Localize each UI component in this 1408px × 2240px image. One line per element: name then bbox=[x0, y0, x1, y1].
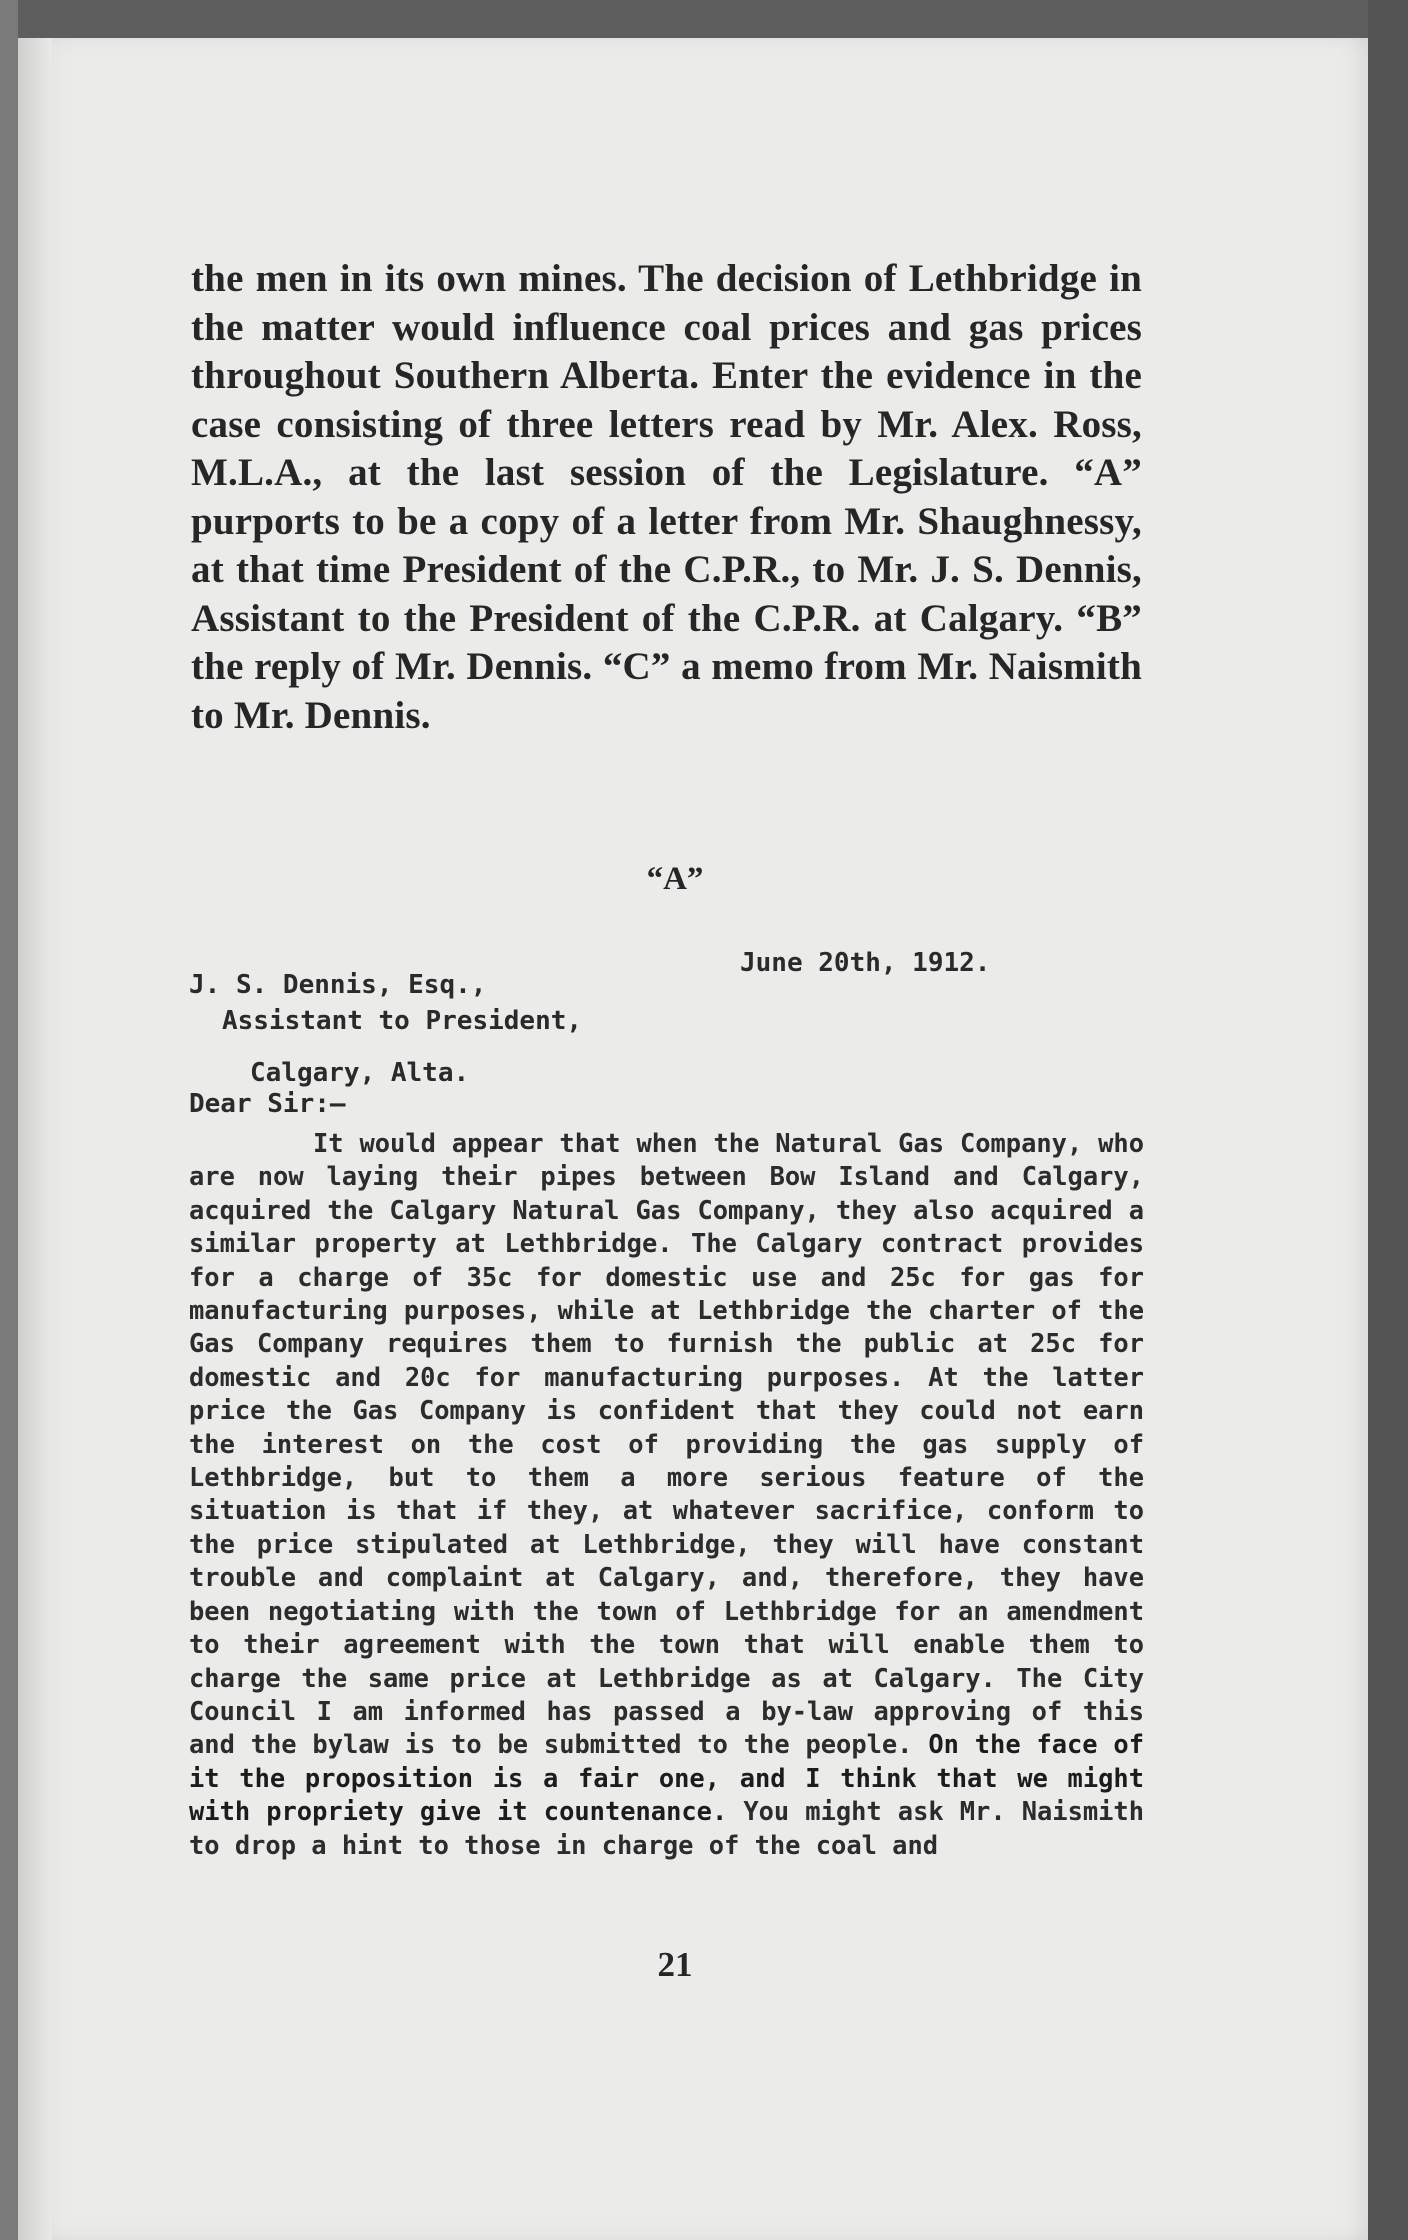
addressee-title: Assistant to President, bbox=[222, 1006, 583, 1036]
scan-border-left bbox=[0, 0, 18, 2240]
letter-text-part2: You might ask Mr. Naismith to drop a hint to those in charge of the coal and bbox=[189, 1796, 1145, 1860]
body-paragraph bbox=[191, 255, 1142, 740]
paragraph-text: the men in its own mines. The decision of Lethbridge in the matter would influence coal prices and gas prices throughout Southern Alberta. Enter the evidence in the case consisting of three letters read by Mr. Alex. Ross, M.L.A., at the last session of the Legislature. “A” purports to be a copy of a letter from Mr. Shaughnessy, at that time President of the C.P.R., to Mr. J. S. Dennis, Assistant to the President of the C.P.R. at Calgary. “B” the reply of Mr. Dennis. “C” a memo from Mr. Naismith to Mr. Dennis. bbox=[191, 257, 1142, 737]
salutation: Dear Sir:— bbox=[189, 1089, 346, 1119]
page-gutter bbox=[18, 38, 52, 2240]
letter-paragraph bbox=[189, 1127, 1144, 1862]
letter-heading: “A” bbox=[646, 861, 704, 897]
letter-date: June 20th, 1912. bbox=[740, 948, 991, 978]
letter-body bbox=[189, 1127, 1144, 1862]
addressee-city: Calgary, Alta. bbox=[250, 1058, 470, 1088]
page-number: 21 bbox=[657, 1945, 693, 1984]
scan-border-right bbox=[1368, 0, 1408, 2240]
scan-border-top bbox=[0, 0, 1408, 38]
letter-text-part1: It would appear that when the Natural Gas Company, who are now laying their pipes between Bow Island and Calgary, acquired the Calgary Natural Gas Company, they also acquired a similar property at Lethbridge. The Calgary contract provides for a charge of 35c for domestic use and 25c for gas for manufacturing purposes, while at Lethbridge the charter of the Gas Company requires them to furnish the public at 25c for domestic and 20c for manufacturing purposes. At the latter price the Gas Company is confident that they could not earn the interest on the cost of providing the gas supply of Lethbridge, but to them a more serious feature of the situation is that if they, at whatever sacrifice, conform to the price stipulated at Lethbridge, they will have constant trouble and complaint at Calgary, and, therefore, they have been negotiating with the town of Lethbridge for an amendment to their agreement with the town that will enable them to charge the same price at Lethbridge as at Calgary. The City Council I am informed has passed a by-law approving of this and the bylaw is to be submitted to the people. bbox=[189, 1128, 1144, 1760]
letter-text-emphasis: On the face of it the proposition is a fair one, and I think that we might with propriety give it countenance. bbox=[189, 1729, 1145, 1827]
addressee-name: J. S. Dennis, Esq., bbox=[189, 970, 487, 1000]
